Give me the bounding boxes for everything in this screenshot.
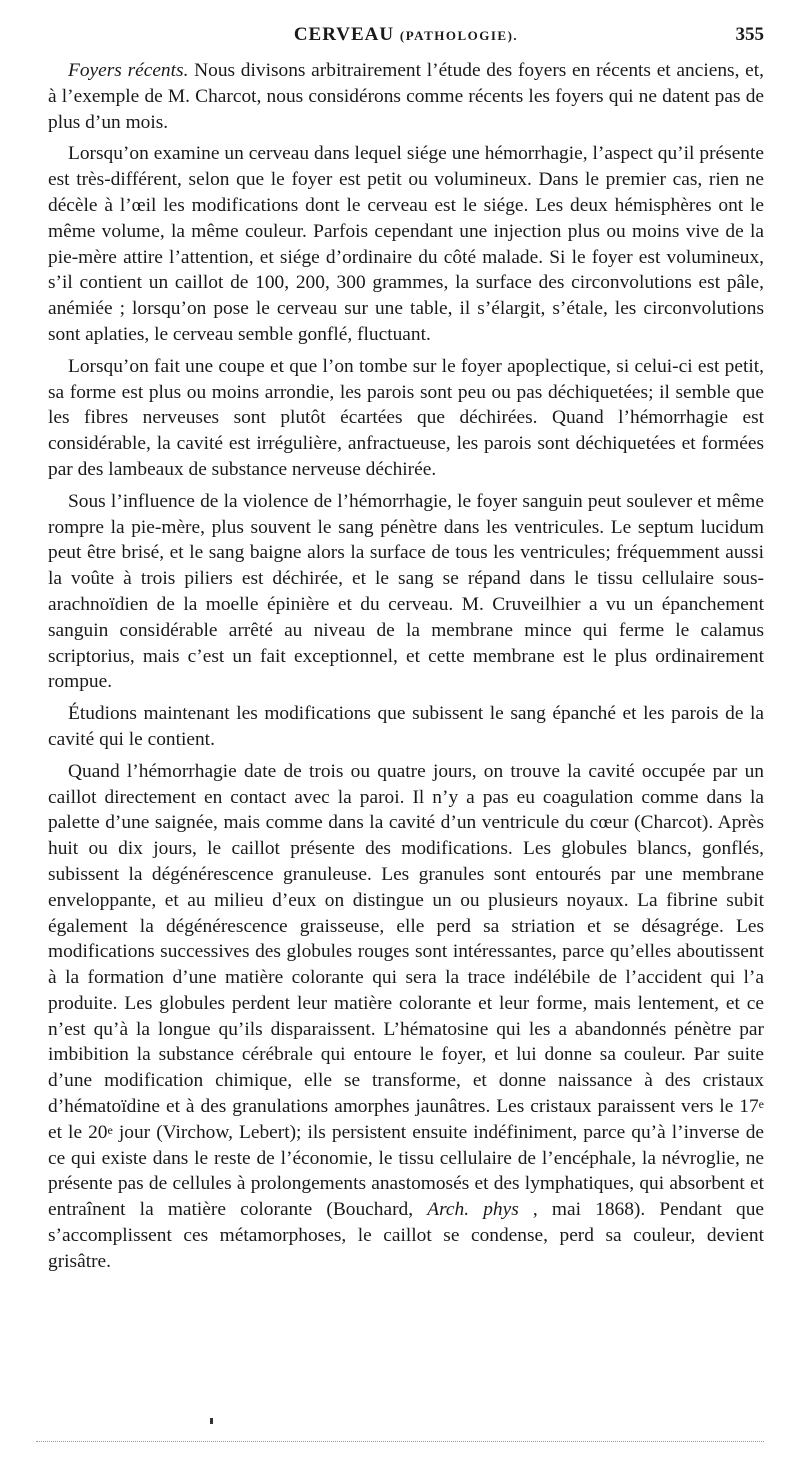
footer-dotted-rule (36, 1441, 764, 1442)
paragraph-text: Étudions maintenant les modifications que subissent le sang épanché et les parois de la cavité qui le contient. (48, 703, 764, 750)
page-header (48, 22, 764, 50)
body-text (48, 58, 764, 1275)
section-lead: Foyers récents. (68, 60, 189, 81)
page-number: 355 (735, 24, 764, 45)
paragraph-coupe (48, 354, 764, 483)
superscript-e: e (758, 1097, 764, 1112)
paragraph-text: , mai 1868). Pendant que s’accomplissent ces métamorphoses, le caillot se condense, perd sa couleur, devient grisâtre. (48, 1199, 765, 1272)
paragraph-text: Sous l’influence de la violence de l’hémorrhagie, le foyer sanguin peut soulever et même rompre la pie-mère, plus souvent le sang pénètre dans les ventricules. Le septum lucidum peut être brisé, et le sang baigne alors la surface de tous les ventricules; fréquemment aussi la voûte à trois piliers est déchirée, et le sang se répand dans le tissu cellulaire sous-arachnoïdien de la moelle épinière et du cerveau. M. Cruveilhier a vu un épanchement sanguin considérable arrêté au niveau de la membrane mince qui ferme le calamus scriptorius, mais c’est un fait exceptionnel, et cette membrane est le plus ordinairement rompue. (48, 490, 764, 693)
citation-title: Arch. phys (427, 1199, 519, 1221)
superscript-e: e (107, 1122, 113, 1137)
paragraph-text: Lorsqu’on fait une coupe et que l’on tombe sur le foyer apoplectique, si celui-ci est petit, sa forme est plus ou moins arrondie, les parois sont peu ou pas déchiquetées; il semble que les fibres nerveuses sont plutôt écartées que déchirées. Quand l’hémorrhagie est considérable, la cavité est irrégulière, anfractueuse, les parois sont déchiquetées et formées par des lambeaux de substance nerveuse déchirée. (48, 355, 764, 480)
paragraph-etudions (48, 701, 764, 753)
paragraph-aspect (48, 141, 764, 347)
paragraph-violence (48, 489, 764, 695)
paragraph-text: jour (Virchow, Lebert); ils persistent ensuite indéfiniment, parce qu’à l’inverse de ce qui existe dans le reste de l’économie, le tissu cellulaire de l’encéphale, la névroglie, ne présente pas de cellules à prolongements anastomosés et des lymphatiques, qui absorbent et entraînent la matière colorante (Bouchard, (48, 1121, 764, 1221)
paragraph-text: Lorsqu’on examine un cerveau dans lequel siége une hémorrhagie, l’aspect qu’il présente est très-différent, selon que le foyer est petit ou volumineux. Dans le premier cas, rien ne décèle à l’œil les modifications dont le cerveau est le siége. Les deux hémisphères ont le même volume, la même couleur. Parfois cependant une injection plus ou moins vive de la pie-mère attire l’attention, et siége d’ordinaire du côté malade. Si le foyer est volumineux, s’il contient un caillot de 100, 200, 300 grammes, la surface des circonvolutions est pâle, anémiée ; lorsqu’on pose le cerveau sur une table, il s’élargit, s’étale, les circonvolutions sont aplaties, le cerveau semble gonflé, fluctuant. (48, 143, 764, 345)
paragraph-foyers-recents (48, 58, 764, 135)
paragraph-caillot (48, 759, 764, 1275)
print-speck (210, 1418, 213, 1424)
running-title: CERVEAU (293, 24, 395, 45)
paragraph-text: Quand l’hémorrhagie date de trois ou quatre jours, on trouve la cavité occupée par un caillot directement en contact avec la paroi. Il n’y a pas eu coagulation comme dans la palette d’une saignée, mais comme dans la cavité d’un ventricule du cœur (Charcot). Après huit ou dix jours, le caillot présente des modifications. Les globules blancs, gonflés, subissent la dégénérescence granuleuse. Les granules sont entourés par une membrane enveloppante, et au milieu d’eux on distingue un ou plusieurs noyaux. La fibrine subit également la dégénérescence graisseuse, elle perd sa striation et se désagrége. Les modifications successives des globules rouges sont intéressantes, parce qu’elles aboutissent à la formation d’une matière colorante qui sera la trace indélébile de l’accident qui l’a produite. Les globules perdent leur matière colorante et leur forme, mais lentement, et ce n’est qu’à la longue qu’ils disparaissent. L’hématosine qui les a abandonnés pénètre par imbibition la substance cérébrale qui entoure le foyer, et lui donne sa couleur. Par suite d’une modification chimique, elle se transforme, et donne naissance à des cristaux d’hématoïdine et à des granulations amorphes jaunâtres. Les cristaux paraissent vers le 17 (48, 760, 764, 1118)
paragraph-text: Nous divisons arbitrairement l’étude des foyers en récents et anciens, et, à l’exemple de M. Charcot, nous considérons comme récents les foyers qui ne datent pas de plus d’un mois. (48, 60, 764, 133)
paragraph-text: et le 20 (48, 1121, 108, 1143)
running-head (48, 24, 764, 46)
running-subtitle: (PATHOLOGIE). (399, 28, 519, 43)
